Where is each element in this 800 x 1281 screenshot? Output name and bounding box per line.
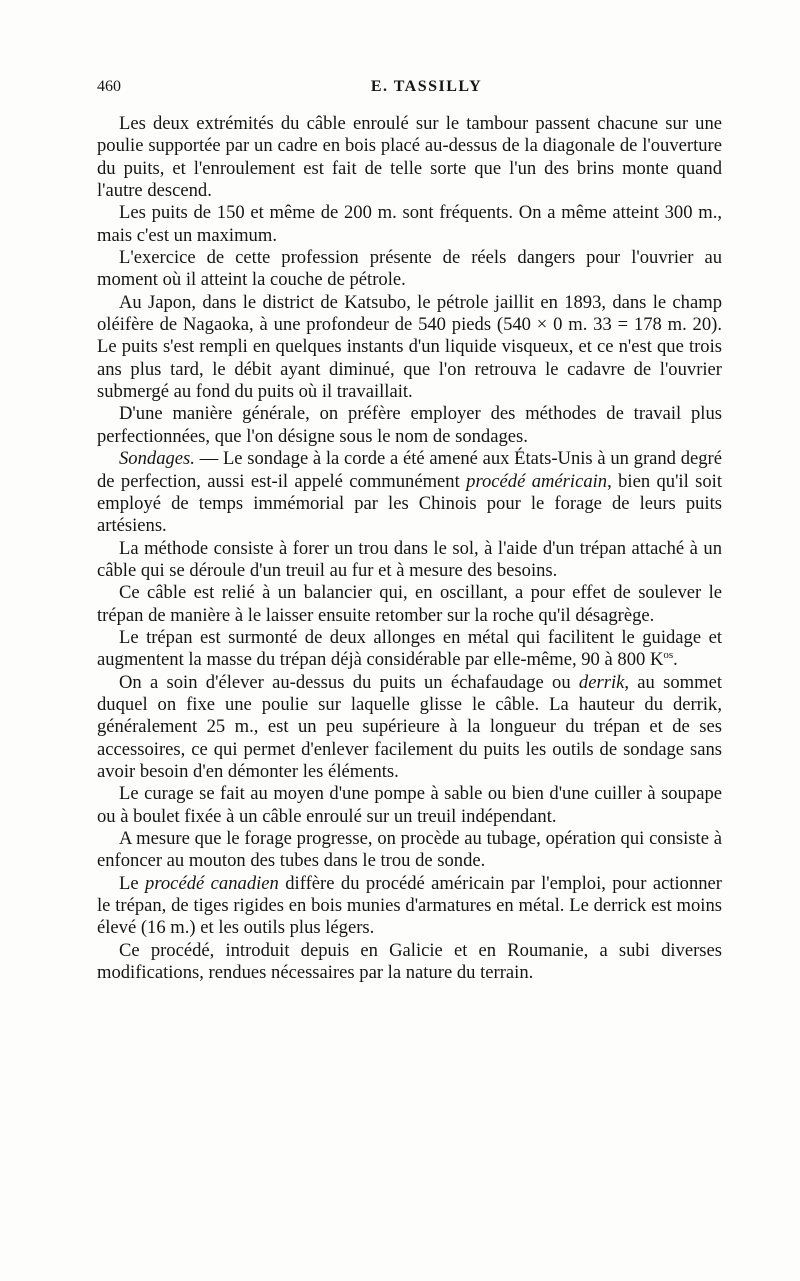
text-run: , au sommet duquel on fixe une poulie sur laquelle glisse le câble. La hauteur du derrik, généralement 25 m., est un peu supérieure à la longueur du trépan et de ses accessoires, ce qui permet d'enlever facilement du puits les outils de sondage sans avoir besoin d'en démonter les éléments. [97, 671, 722, 782]
page-number: 460 [97, 78, 121, 95]
paragraph [97, 448, 722, 537]
paragraph [97, 828, 722, 873]
paragraph [97, 940, 722, 985]
text-run: Le trépan est surmonté de deux allonges en métal qui facilitent le guidage et augmentent la masse du trépan déjà considérable par elle-même, 90 à 800 K [97, 626, 722, 671]
italic-text: derrik [578, 671, 625, 693]
text-run: L'exercice de cette profession présente de réels dangers pour l'ouvrier au moment où il atteint la couche de pétrole. [97, 247, 722, 291]
paragraph [97, 113, 722, 202]
paragraph [97, 873, 722, 940]
text-run: Ce procédé, introduit depuis en Galicie et en Roumanie, a subi diverses modifications, rendues nécessaires par la nature du terrain. [97, 939, 722, 984]
paragraph [97, 202, 722, 247]
text-run: Ce câble est relié à un balancier qui, en oscillant, a pour effet de soulever le trépan de manière à le laisser ensuite retomber sur la roche qu'il désagrège. [97, 582, 722, 626]
text-run: Le [119, 872, 146, 894]
text-run: diffère du procédé américain par l'emploi, pour actionner le trépan, de tiges rigides en bois munies d'armatures en métal. Le derrick est moins élevé (16 m.) et les outils plus légers. [97, 872, 722, 939]
paragraph [97, 292, 722, 404]
paragraph [97, 783, 722, 828]
running-head: E. TASSILLY [370, 78, 483, 95]
text-run: Le curage se fait au moyen d'une pompe à sable ou bien d'une cuiller à soupape ou à boulet fixée à un câble enroulé sur un treuil indépendant. [97, 783, 722, 827]
text-run: On a soin d'élever au-dessus du puits un échafaudage ou [119, 671, 579, 693]
italic-text: procédé américain [466, 470, 608, 492]
text-run: Au Japon, dans le district de Katsubo, le pétrole jaillit en 1893, dans le champ oléifère de Nagaoka, à une profondeur de 540 pieds (540 × 0 m. 33 = 178 m. 20). Le puits s'est rempli en quelques instants d'un liquide visqueux, et ce n'est que trois ans plus tard, le débit ayant diminué, que l'on retrouva le cadavre de l'ouvrier submergé au fond du puits où il travaillait. [97, 291, 722, 403]
paragraph [97, 538, 722, 583]
paragraph [97, 247, 722, 292]
paragraph [97, 627, 722, 672]
text-run: — Le sondage à la corde a été amené aux États-Unis à un grand degré de perfection, aussi est-il appelé communément [97, 448, 722, 492]
text-run: D'une manière générale, on préfère employer des méthodes de travail plus perfectionnées, que l'on désigne sous le nom de sondages. [97, 403, 722, 447]
text-run: La méthode consiste à forer un trou dans le sol, à l'aide d'un trépan attaché à un câble qui se déroule d'un treuil au fur et à mesure des besoins. [97, 537, 722, 581]
paragraph [97, 672, 722, 784]
text-run: Les deux extrémités du câble enroulé sur le tambour passent chacune sur une poulie supportée par un cadre en bois placé au-dessus de la diagonale de l'ouverture du puits, et l'enroulement est fait de telle sorte que l'un des brins monte quand l'autre descend. [97, 113, 722, 202]
italic-text: Sondages. [119, 448, 195, 470]
text-run: Les puits de 150 et même de 200 m. sont fréquents. On a même atteint 300 m., mais c'est un maximum. [97, 202, 722, 246]
paragraph [97, 403, 722, 448]
text-run: , bien qu'il soit employé de temps immémorial par les Chinois pour le forage de leurs puits artésiens. [97, 470, 722, 537]
body-text [97, 113, 722, 984]
superscript-text: os [663, 649, 674, 662]
paragraph [97, 582, 722, 627]
text-run: . [673, 649, 678, 671]
italic-text: procédé canadien [145, 872, 279, 894]
page-header [97, 78, 720, 102]
text-run: A mesure que le forage progresse, on procède au tubage, opération qui consiste à enfoncer au mouton des tubes dans le trou de sonde. [97, 828, 722, 872]
